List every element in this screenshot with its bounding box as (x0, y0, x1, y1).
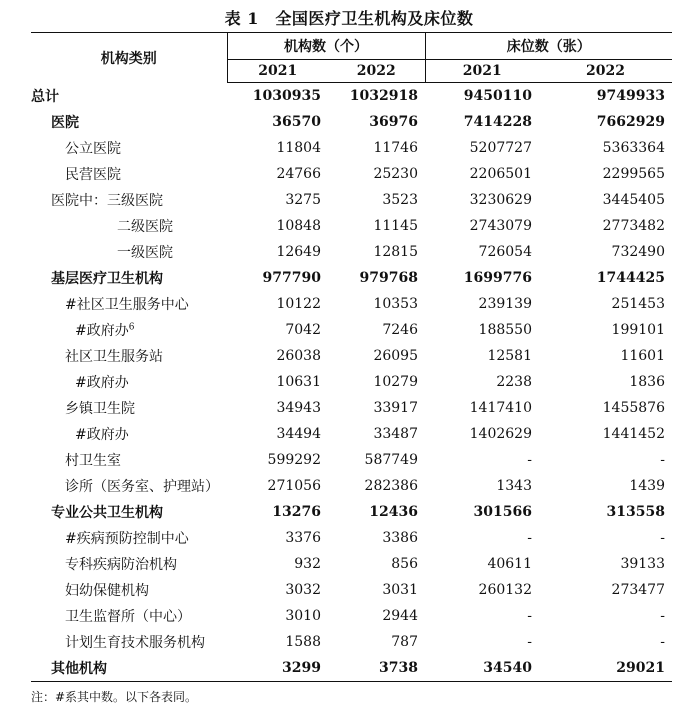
row-label (31, 343, 227, 369)
row-value: 2743079 (469, 218, 532, 234)
row-value: 1744425 (596, 270, 665, 286)
row-value: 29021 (539, 655, 672, 682)
row-value: - (660, 608, 665, 624)
row-value: 10631 (276, 374, 321, 390)
table-row (31, 291, 672, 317)
table-row (31, 213, 672, 239)
row-value: 726054 (478, 244, 532, 260)
row-value: 932 (294, 556, 321, 572)
row-label-text: #疾病预防控制中心 (65, 531, 189, 547)
row-value: 2773482 (602, 218, 665, 234)
row-value: 271056 (267, 478, 321, 494)
row-value: 3376 (285, 530, 321, 546)
row-value: 282386 (364, 478, 418, 494)
row-label (31, 603, 227, 629)
row-value: 12649 (276, 244, 321, 260)
row-value: - (660, 452, 665, 468)
table-row (31, 239, 672, 265)
row-label (31, 577, 227, 603)
table-note: 注：#系其中数。以下各表同。 (31, 690, 198, 704)
row-label-text: 村卫生室 (65, 453, 121, 469)
row-value: 3386 (382, 530, 418, 546)
row-value: 36976 (369, 114, 418, 130)
table-row (31, 83, 672, 110)
header-category: 机构类别 (31, 33, 227, 83)
row-value: 10353 (373, 296, 418, 312)
row-value: 5207727 (469, 140, 532, 156)
header-institutions: 机构数（个） (227, 33, 425, 60)
row-value: 787 (391, 634, 418, 650)
row-value: - (527, 608, 532, 624)
row-value: 11804 (276, 140, 321, 156)
row-label-text: 专科疾病防治机构 (65, 557, 177, 573)
row-value: 10279 (373, 374, 418, 390)
table-row (31, 187, 672, 213)
row-value: 11601 (620, 348, 665, 364)
row-value: 856 (391, 556, 418, 572)
row-label (31, 83, 227, 110)
header-year-inst-2022: 2022 (328, 60, 425, 83)
row-label-text: #政府办 (75, 375, 129, 391)
table-row (31, 655, 672, 682)
row-value: 2299565 (602, 166, 665, 182)
row-label (31, 317, 227, 343)
row-label (31, 551, 227, 577)
row-label-text: #政府办 (75, 427, 129, 443)
row-value: 34540 (425, 655, 539, 682)
row-value: 1030935 (252, 88, 321, 104)
row-label (31, 447, 227, 473)
header-year-beds-2022: 2022 (539, 60, 672, 83)
table-body (31, 83, 672, 682)
row-value: 239139 (478, 296, 532, 312)
statistics-table (31, 32, 672, 682)
row-value: 3299 (227, 655, 328, 682)
table-row (31, 499, 672, 525)
table-row (31, 629, 672, 655)
row-value: 313558 (606, 504, 665, 520)
row-label (31, 499, 227, 525)
row-value: 1032918 (349, 88, 418, 104)
row-label-text: 公立医院 (65, 141, 121, 157)
row-label-text: 卫生监督所（中心） (65, 609, 191, 625)
table-row (31, 161, 672, 187)
table-row (31, 577, 672, 603)
row-value: 1402629 (469, 426, 532, 442)
row-label (31, 421, 227, 447)
row-value: 599292 (267, 452, 321, 468)
table-row (31, 135, 672, 161)
row-value: 39133 (620, 556, 665, 572)
row-value: 199101 (611, 322, 665, 338)
row-value: 977790 (262, 270, 321, 286)
row-value: 10848 (276, 218, 321, 234)
row-label-text: 一级医院 (117, 245, 173, 261)
row-label-text: 医院中：三级医院 (51, 193, 163, 209)
row-value: 1699776 (463, 270, 532, 286)
row-label (31, 109, 227, 135)
table-row (31, 369, 672, 395)
row-value: 11145 (373, 218, 418, 234)
row-value: 1455876 (602, 400, 665, 416)
header-year-beds-2021: 2021 (425, 60, 539, 83)
row-label (31, 655, 227, 682)
row-label-text: 计划生育技术服务机构 (65, 635, 205, 651)
row-value: 3523 (382, 192, 418, 208)
row-label-text: #政府办 (75, 323, 129, 339)
row-value: 251453 (611, 296, 665, 312)
row-label (31, 213, 227, 239)
row-value: 188550 (478, 322, 532, 338)
row-value: - (527, 530, 532, 546)
row-label-text: 妇幼保健机构 (65, 583, 149, 599)
row-value: - (660, 530, 665, 546)
row-value: 732490 (611, 244, 665, 260)
table-row (31, 447, 672, 473)
row-label-text: 医院 (51, 115, 79, 131)
row-label (31, 161, 227, 187)
row-value: 2944 (382, 608, 418, 624)
row-label (31, 395, 227, 421)
row-label-text: 二级医院 (117, 219, 173, 235)
row-value: 1441452 (602, 426, 665, 442)
row-value: 3445405 (602, 192, 665, 208)
row-label (31, 239, 227, 265)
row-label-text: 诊所（医务室、护理站） (65, 479, 219, 495)
row-value: 2206501 (469, 166, 532, 182)
table-row (31, 343, 672, 369)
row-value: 33917 (373, 400, 418, 416)
row-value: 3230629 (469, 192, 532, 208)
row-value: 36570 (272, 114, 321, 130)
row-value: 260132 (478, 582, 532, 598)
table-row (31, 473, 672, 499)
header-year-inst-2021: 2021 (227, 60, 328, 83)
row-value: 11746 (373, 140, 418, 156)
row-value: 34943 (276, 400, 321, 416)
row-value: 7246 (382, 322, 418, 338)
row-label (31, 291, 227, 317)
row-label (31, 629, 227, 655)
table-row (31, 317, 672, 343)
row-value: 10122 (276, 296, 321, 312)
row-value: 1836 (629, 374, 665, 390)
row-label-text: 其他机构 (51, 661, 107, 677)
table-row (31, 395, 672, 421)
table-row (31, 421, 672, 447)
row-value: 979768 (359, 270, 418, 286)
row-value: 26038 (276, 348, 321, 364)
row-value: 301566 (473, 504, 532, 520)
row-label (31, 187, 227, 213)
row-value: - (660, 634, 665, 650)
row-value: 3275 (285, 192, 321, 208)
row-label-text: 基层医疗卫生机构 (51, 271, 163, 287)
row-label (31, 135, 227, 161)
row-value: 1588 (285, 634, 321, 650)
row-value: 9749933 (596, 88, 665, 104)
row-label (31, 473, 227, 499)
table-row (31, 109, 672, 135)
row-value: - (527, 634, 532, 650)
footnote-marker: 6 (128, 322, 135, 333)
row-value: 587749 (364, 452, 418, 468)
row-value: 24766 (276, 166, 321, 182)
row-value: 1343 (496, 478, 532, 494)
row-value: 26095 (373, 348, 418, 364)
row-value: 25230 (373, 166, 418, 182)
row-label-text: 社区卫生服务站 (65, 349, 163, 365)
row-label-text: 民营医院 (65, 167, 121, 183)
table-row (31, 551, 672, 577)
row-value: 9450110 (463, 88, 532, 104)
header-beds: 床位数（张） (425, 33, 672, 60)
table-row (31, 525, 672, 551)
row-label-text: 乡镇卫生院 (65, 401, 135, 417)
row-value: - (527, 452, 532, 468)
row-value: 13276 (272, 504, 321, 520)
row-value: 3010 (285, 608, 321, 624)
table-row (31, 603, 672, 629)
row-label-text: 专业公共卫生机构 (51, 505, 163, 521)
row-value: 7042 (285, 322, 321, 338)
row-value: 12581 (487, 348, 532, 364)
row-label-text: 总计 (31, 88, 59, 105)
row-value: 40611 (487, 556, 532, 572)
row-value: 1439 (629, 478, 665, 494)
row-label (31, 369, 227, 395)
row-value: 5363364 (602, 140, 665, 156)
row-value: 3032 (285, 582, 321, 598)
row-value: 7414228 (463, 114, 532, 130)
row-value: 1417410 (469, 400, 532, 416)
row-label-text: #社区卫生服务中心 (65, 297, 189, 313)
row-value: 273477 (611, 582, 665, 598)
row-value: 12436 (369, 504, 418, 520)
table-row (31, 265, 672, 291)
row-label (31, 525, 227, 551)
row-value: 7662929 (596, 114, 665, 130)
row-value: 12815 (373, 244, 418, 260)
row-value: 34494 (276, 426, 321, 442)
row-value: 3031 (382, 582, 418, 598)
row-value: 33487 (373, 426, 418, 442)
row-value: 3738 (328, 655, 425, 682)
table-title: 表 1 全国医疗卫生机构及床位数 (224, 9, 474, 28)
row-value: 2238 (496, 374, 532, 390)
row-label (31, 265, 227, 291)
